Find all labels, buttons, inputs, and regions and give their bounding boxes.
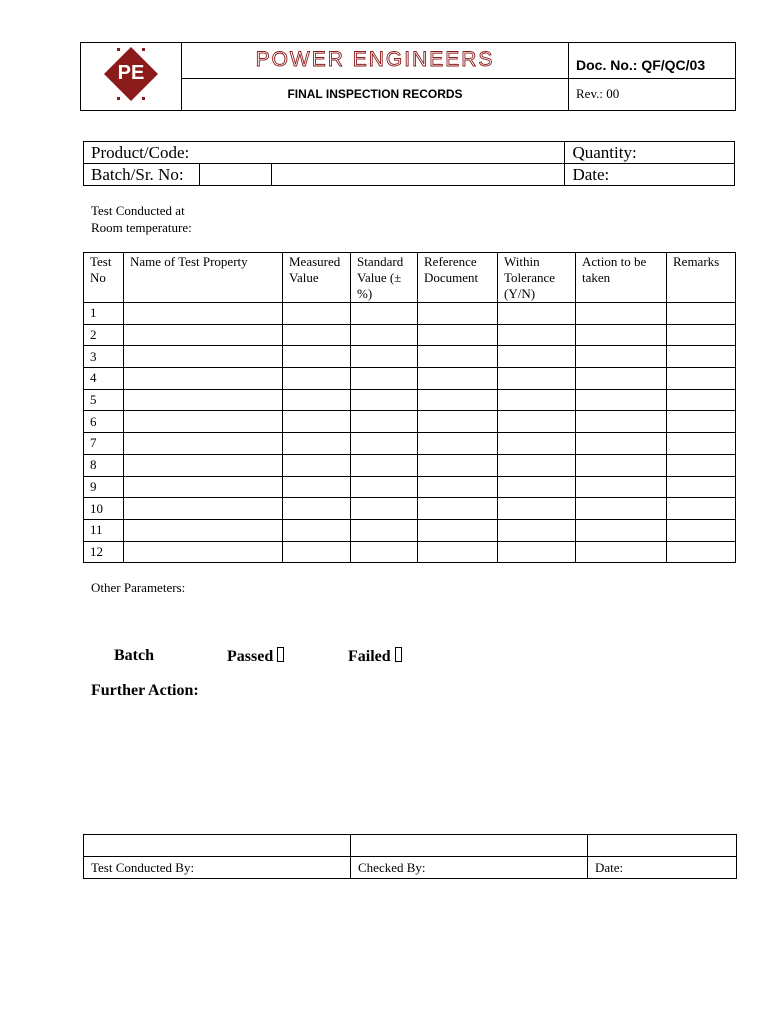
table-cell[interactable] <box>351 303 418 325</box>
table-cell[interactable] <box>667 411 736 433</box>
passed-checkbox[interactable] <box>277 647 284 662</box>
table-cell[interactable] <box>576 454 667 476</box>
table-cell[interactable] <box>418 454 498 476</box>
table-row <box>84 433 736 455</box>
date-field[interactable]: Date: <box>565 164 735 186</box>
table-cell[interactable] <box>576 433 667 455</box>
table-cell[interactable] <box>124 303 283 325</box>
table-cell[interactable] <box>124 519 283 541</box>
table-cell[interactable] <box>667 498 736 520</box>
table-cell[interactable] <box>124 433 283 455</box>
table-cell[interactable] <box>667 433 736 455</box>
table-cell[interactable] <box>124 476 283 498</box>
table-cell[interactable] <box>418 324 498 346</box>
table-cell[interactable] <box>351 498 418 520</box>
table-cell[interactable] <box>667 519 736 541</box>
test-number: 1 <box>84 303 124 325</box>
table-cell[interactable] <box>498 411 576 433</box>
table-cell[interactable] <box>576 498 667 520</box>
test-conditions-line1: Test Conducted at <box>91 203 185 218</box>
batch-sr-label: Batch/Sr. No: <box>84 164 200 186</box>
test-number: 12 <box>84 541 124 563</box>
table-cell[interactable] <box>351 519 418 541</box>
table-row <box>84 389 736 411</box>
table-cell[interactable] <box>124 454 283 476</box>
other-parameters-label[interactable]: Other Parameters: <box>91 580 186 595</box>
table-cell[interactable] <box>576 389 667 411</box>
test-number: 3 <box>84 346 124 368</box>
company-logo <box>91 43 171 105</box>
table-cell[interactable] <box>418 433 498 455</box>
table-row <box>84 476 736 498</box>
table-cell[interactable] <box>283 498 351 520</box>
table-cell[interactable] <box>283 476 351 498</box>
sign-date-label: Date: <box>588 857 737 879</box>
column-header: Action to be taken <box>576 253 667 303</box>
batch-label: Batch <box>114 647 154 664</box>
table-row <box>84 411 736 433</box>
test-number: 5 <box>84 389 124 411</box>
table-cell[interactable] <box>351 476 418 498</box>
table-cell[interactable] <box>283 541 351 563</box>
table-cell[interactable] <box>576 346 667 368</box>
table-cell[interactable] <box>351 346 418 368</box>
table-cell[interactable] <box>667 324 736 346</box>
table-cell[interactable] <box>498 519 576 541</box>
table-cell[interactable] <box>498 389 576 411</box>
batch-sr-input-2[interactable] <box>272 164 565 186</box>
table-cell[interactable] <box>124 411 283 433</box>
test-number: 8 <box>84 454 124 476</box>
table-cell[interactable] <box>498 433 576 455</box>
table-cell[interactable] <box>418 541 498 563</box>
column-header: Reference Document <box>418 253 498 303</box>
logo-letters: PE <box>117 62 145 84</box>
table-cell[interactable] <box>667 346 736 368</box>
test-number: 6 <box>84 411 124 433</box>
table-cell[interactable] <box>351 433 418 455</box>
table-cell[interactable] <box>498 368 576 390</box>
table-cell[interactable] <box>667 368 736 390</box>
test-conditions <box>91 202 192 236</box>
table-cell[interactable] <box>124 324 283 346</box>
test-number: 9 <box>84 476 124 498</box>
company-name: POWER ENGINEERS <box>182 43 569 79</box>
column-header: Within Tolerance (Y/N) <box>498 253 576 303</box>
test-number: 11 <box>84 519 124 541</box>
table-cell[interactable] <box>124 498 283 520</box>
failed-option[interactable] <box>348 647 402 666</box>
table-cell[interactable] <box>351 411 418 433</box>
test-number: 10 <box>84 498 124 520</box>
test-number: 7 <box>84 433 124 455</box>
test-results-table <box>83 252 736 563</box>
table-cell[interactable] <box>576 303 667 325</box>
table-row <box>84 541 736 563</box>
table-cell[interactable] <box>283 519 351 541</box>
table-cell[interactable] <box>124 346 283 368</box>
passed-label: Passed <box>227 648 274 665</box>
table-cell[interactable] <box>576 476 667 498</box>
failed-checkbox[interactable] <box>395 647 402 662</box>
test-number: 2 <box>84 324 124 346</box>
table-cell[interactable] <box>283 303 351 325</box>
column-header: Standard Value (± %) <box>351 253 418 303</box>
column-header: Measured Value <box>283 253 351 303</box>
table-cell[interactable] <box>351 389 418 411</box>
checked-by-signature[interactable] <box>351 835 588 857</box>
table-cell[interactable] <box>418 411 498 433</box>
table-cell[interactable] <box>124 541 283 563</box>
test-conducted-by-signature[interactable] <box>84 835 351 857</box>
table-cell[interactable] <box>124 368 283 390</box>
failed-label: Failed <box>348 648 391 665</box>
table-cell[interactable] <box>667 454 736 476</box>
signature-table <box>83 834 737 879</box>
form-title: FINAL INSPECTION RECORDS <box>182 78 569 110</box>
table-cell[interactable] <box>576 541 667 563</box>
quantity-field[interactable]: Quantity: <box>565 142 735 164</box>
table-row <box>84 454 736 476</box>
logo-cell <box>81 43 182 111</box>
table-cell[interactable] <box>283 389 351 411</box>
table-cell[interactable] <box>124 389 283 411</box>
test-conditions-line2[interactable]: Room temperature: <box>91 220 192 235</box>
table-cell[interactable] <box>351 454 418 476</box>
table-cell[interactable] <box>351 324 418 346</box>
column-header: Remarks <box>667 253 736 303</box>
table-cell[interactable] <box>418 519 498 541</box>
table-cell[interactable] <box>418 498 498 520</box>
table-cell[interactable] <box>498 454 576 476</box>
further-action-label[interactable]: Further Action: <box>91 682 199 699</box>
table-cell[interactable] <box>498 324 576 346</box>
document-number: Doc. No.: QF/QC/03 <box>569 43 736 79</box>
table-cell[interactable] <box>283 433 351 455</box>
table-cell[interactable] <box>283 454 351 476</box>
table-row <box>84 346 736 368</box>
table-cell[interactable] <box>283 411 351 433</box>
document-header <box>80 42 736 111</box>
table-cell[interactable] <box>418 346 498 368</box>
table-cell[interactable] <box>576 324 667 346</box>
table-cell[interactable] <box>667 476 736 498</box>
product-code-field[interactable]: Product/Code: <box>84 142 565 164</box>
column-header: Name of Test Property <box>124 253 283 303</box>
table-cell[interactable] <box>283 324 351 346</box>
table-cell[interactable] <box>418 476 498 498</box>
table-row <box>84 303 736 325</box>
table-cell[interactable] <box>498 303 576 325</box>
table-cell[interactable] <box>667 303 736 325</box>
table-cell[interactable] <box>576 519 667 541</box>
table-cell[interactable] <box>418 303 498 325</box>
revision-number: Rev.: 00 <box>569 78 736 110</box>
sign-date-value[interactable] <box>588 835 737 857</box>
table-cell[interactable] <box>283 346 351 368</box>
table-cell[interactable] <box>283 368 351 390</box>
table-row <box>84 519 736 541</box>
table-cell[interactable] <box>418 368 498 390</box>
test-table-header <box>84 253 736 303</box>
table-cell[interactable] <box>576 411 667 433</box>
table-cell[interactable] <box>351 368 418 390</box>
test-number: 4 <box>84 368 124 390</box>
table-cell[interactable] <box>667 541 736 563</box>
test-conducted-by-label: Test Conducted By: <box>84 857 351 879</box>
table-cell[interactable] <box>576 368 667 390</box>
table-row <box>84 324 736 346</box>
batch-sr-input-1[interactable] <box>200 164 272 186</box>
table-cell[interactable] <box>418 389 498 411</box>
table-row <box>84 498 736 520</box>
table-cell[interactable] <box>498 346 576 368</box>
table-row <box>84 368 736 390</box>
passed-option[interactable] <box>227 647 284 666</box>
product-info-table <box>83 141 735 186</box>
table-cell[interactable] <box>498 498 576 520</box>
checked-by-label: Checked By: <box>351 857 588 879</box>
table-cell[interactable] <box>498 476 576 498</box>
table-cell[interactable] <box>498 541 576 563</box>
column-header: Test No <box>84 253 124 303</box>
table-cell[interactable] <box>667 389 736 411</box>
table-cell[interactable] <box>351 541 418 563</box>
